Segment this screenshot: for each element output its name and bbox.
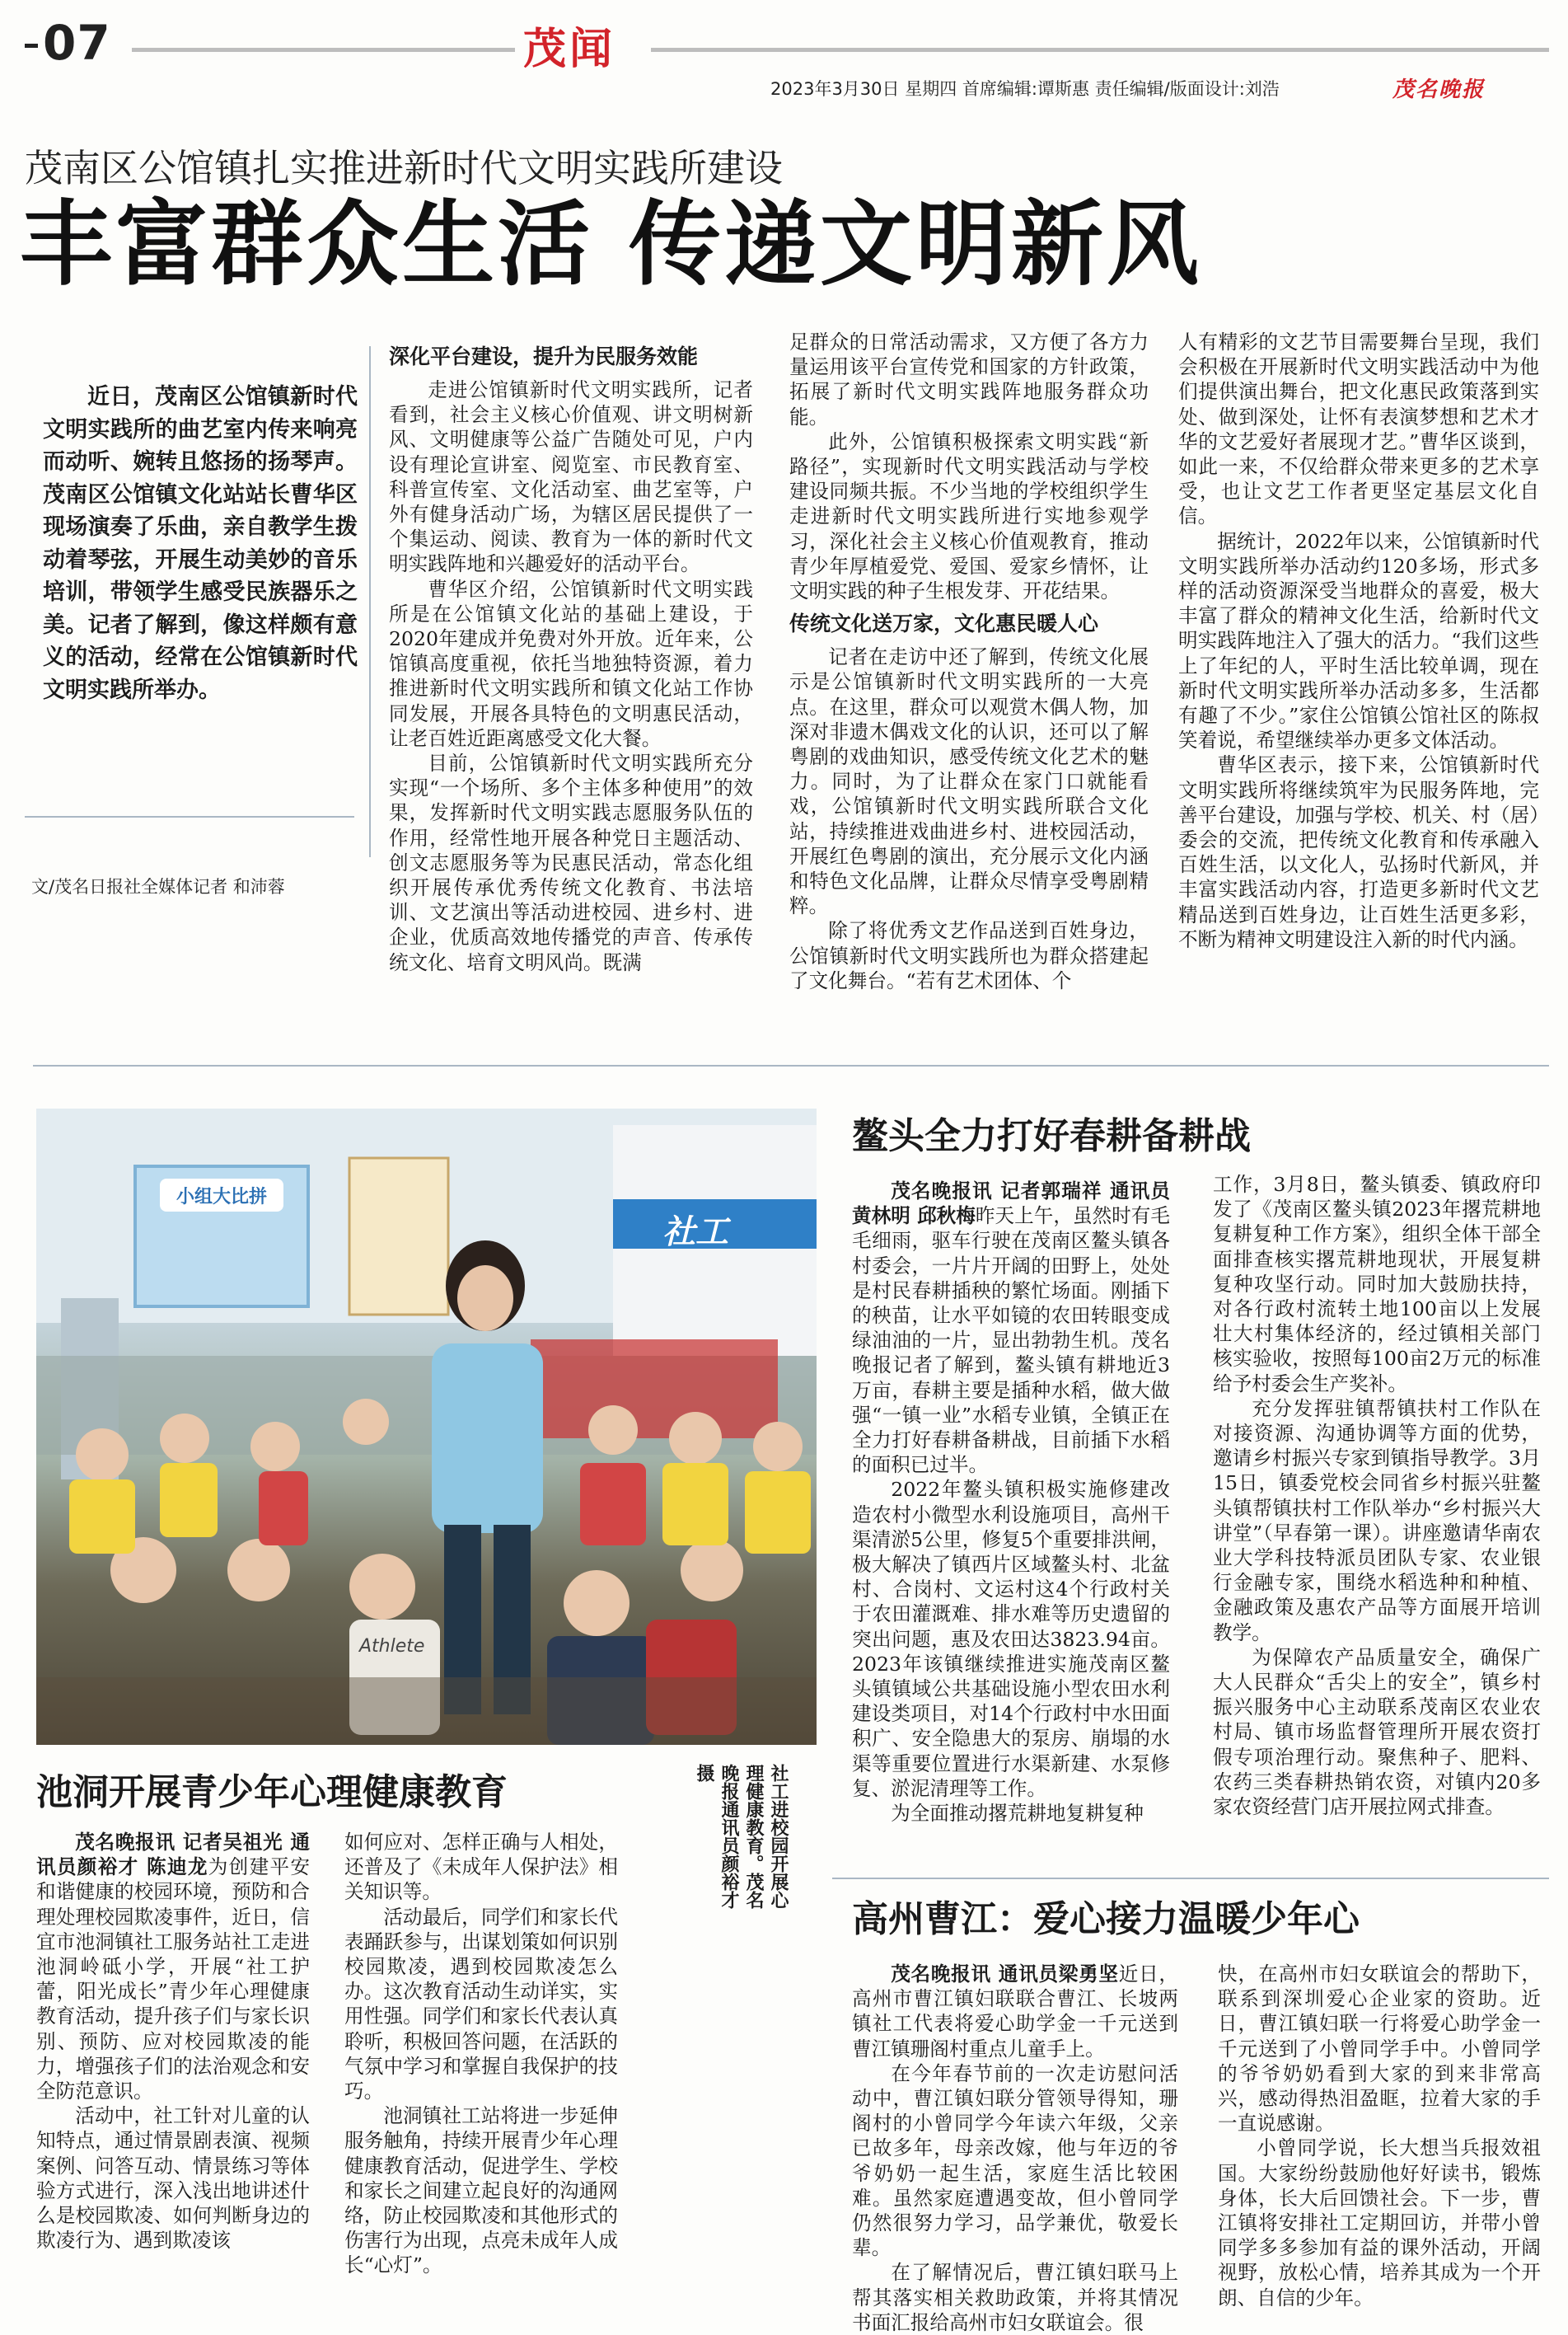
page-number: 07	[25, 15, 111, 71]
lead-kicker: 茂南区公馆镇扎实推进新时代文明实践所建设	[25, 146, 783, 190]
lead-vertical-rule	[369, 346, 371, 857]
article4-headline: 高州曹江：爱心接力温暖少年心	[852, 1898, 1360, 1940]
masthead-rule-right	[651, 48, 1549, 52]
lead-column-3: 人有精彩的文艺节目需要舞台呈现，我们会积极在开展新时代文明实践活动中为他们提供演出舞台，把文化惠民政策落到实处、做到深处，让怀有表演梦想和艺术才华的文艺爱好者展现才艺。”曹华区谈到，如此一来，不仅给群众带来更多的艺术享受，也让文艺工作者更坚定基层文化自信。 据统计，2022年以来，公馆镇新时代文明实践所举办活动约120多场，形式多样的活动资源深受当地群众的喜爱，极大丰富了群众的精神文化生活，给新时代文明实践阵地注入了强大的活力。“我们这些上了年纪的人，平时生活比较单调，现在新时代文明实践所举办活动多多，生活都有趣了不少。”家住公馆镇公馆社区的陈叔笑着说，希望继续举办更多文体活动。 曹华区表示，接下来，公馆镇新时代文明实践所将继续筑牢为民服务阵地，完善平台建设，加强与学校、机关、村（居）委会的交流，把传统文化教育和传承融入百姓生活，以文化人，弘扬时代新风，并丰富实践活动内容，打造更多新时代文艺精品送到百姓身边，让百姓生活更多彩，不断为精神文明建设注入新的时代内涵。	[1178, 331, 1539, 951]
article3-headline: 池洞开展青少年心理健康教育	[36, 1771, 508, 1813]
lead-intro: 近日，茂南区公馆镇新时代文明实践所的曲艺室内传来响亮而动听、婉转且悠扬的扬琴声。茂南区公馆镇文化站站长曹华区现场演奏了乐曲，亲自教学生拨动着琴弦，开展生动美妙的音乐培训，带领学生感受民族器乐之美。记者了解到，像这样颇有意义的活动，经常在公馆镇新时代文明实践所举办。	[43, 384, 358, 703]
photo-shirt-text: Athlete	[359, 1636, 425, 1657]
article4-column-1: 茂名晚报讯 通讯员梁勇坚近日，高州市曹江镇妇联联合曹江、长坡两镇社工代表将爱心助学金一千元送到曹江镇珊阁村重点儿童手上。 在今年春节前的一次走访慰问活动中，曹江镇妇联分管领导得知，珊阁村的小曾同学今年读六年级，父亲已故多年，母亲改嫁，他与年迈的爷爷奶奶一起生活，家庭生活比较困难。虽然家庭遭遇变故，但小曾同学仍然很努力学习，品学兼优，敬爱长辈。 在了解情况后，曹江镇妇联马上帮其落实相关救助政策，并将其情况书面汇报给高州市妇女联谊会。很	[852, 1962, 1178, 2334]
article2-column-1: 茂名晚报讯 记者郭瑞祥 通讯员黄林明 邱秋梅昨天上午，虽然时有毛毛细雨，驱车行驶在茂南区鳌头镇各村委会，一片片开阔的田野上，处处是村民春耕插秧的繁忙场面。刚插下的秧苗，让水平如镜的农田转眼变成绿油油的一片，显出勃勃生机。茂名晚报记者了解到，鳌头镇有耕地近3万亩，春耕主要是插种水稻，做大做强“一镇一业”水稻专业镇，全镇正在全力打好春耕备耕战，目前插下水稻的面积已过半。 2022年鳌头镇积极实施修建改造农村小微型水利设施项目，高州干渠清淤5公里，修复5个重要排洪闸，极大解决了镇西片区域鳌头村、北盆村、合岗村、文运村这4个行政村关于农田灌溉难、排水难等历史遗留的突出问题，惠及农田达3823.94亩。2023年该镇继续推进实施茂南区鳌头镇镇域公共基础设施小型农田水利建设类项目，对14个行政村中水田面积广、安全隐患大的泵房、崩塌的水渠等重要位置进行水渠新建、水泵修复、淤泥清理等工作。 为全面推动撂荒耕地复耕复种	[852, 1179, 1171, 1826]
article3-column-2: 如何应对、怎样正确与人相处，还普及了《未成年人保护法》相关知识等。 活动最后，同学们和家长代表踊跃参与，出谋划策如何识别校园欺凌，遇到校园欺凌怎么办。这次教育活动生动详实，实用性强。同学们和家长代表认真聆听，积极回答问题，在活跃的气氛中学习和掌握自我保护的技巧。 池洞镇社工站将进一步延伸服务触角，持续开展青少年心理健康教育活动，促进学生、学校和家长之间建立起良好的沟通网络，防止校园欺凌和其他形式的伤害行为出现，点亮未成年人成长“心灯”。	[344, 1831, 618, 2277]
intro-rule	[25, 816, 354, 818]
photo-board-text-2: 社工	[662, 1213, 728, 1251]
lead-headline: 丰富群众生活 传递文明新风	[20, 191, 1202, 298]
lead-column-1: 深化平台建设，提升为民服务效能 走进公馆镇新时代文明实践所，记者看到，社会主义核心价值观、讲文明树新风、文明健康等公益广告随处可见，户内设有理论宣讲室、阅览室、市民教育室、科普宣传室、文化活动室、曲艺室等，户外有健身活动广场，为辖区居民提供了一个集运动、阅读、教育为一体的新时代文明实践阵地和兴趣爱好的活动平台。 曹华区介绍，公馆镇新时代文明实践所是在公馆镇文化站的基础上建设，于2020年建成并免费对外开放。近年来，公馆镇高度重视，依托当地独特资源，着力推进新时代文明实践所和镇文化站工作协同发展，开展各具特色的文明惠民活动，让老百姓近距离感受文化大餐。 目前，公馆镇新时代文明实践所充分实现“一个场所、多个主体多种使用”的效果，发挥新时代文明实践志愿服务队伍的作用，经常性地开展各种党日主题活动、创文志愿服务等为民惠民活动，常态化组织开展传承优秀传统文化教育、书法培训、文艺演出等活动进校园、进乡村、进企业，优质高效地传播党的声音、传承传统文化、培育文明风尚。既满	[389, 340, 753, 975]
photo-board-text: 小组大比拼	[176, 1187, 268, 1207]
lead-byline: 文/茂名日报社全媒体记者 和沛蓉	[31, 877, 285, 897]
paper-logo: 茂名晚报	[1392, 77, 1486, 102]
article2-divider	[832, 1878, 1549, 1879]
section-divider	[33, 1065, 1549, 1067]
lead-column-2: 足群众的日常活动需求，又方便了各方力量运用该平台宣传党和国家的方针政策，拓展了新时代文明实践阵地服务群众功能。 此外，公馆镇积极探索文明实践“新路径”，实现新时代文明实践活动与学校建设同频共振。不少当地的学校组织学生走进新时代文明实践所进行实地参观学习，深化社会主义核心价值观教育，推动青少年厚植爱党、爱国、爱家乡情怀，让文明实践的种子生根发芽、开花结果。 传统文化送万家，文化惠民暖人心 记者在走访中还了解到，传统文化展示是公馆镇新时代文明实践所的一大亮点。在这里，群众可以观赏木偶人物，加深对非遗木偶戏文化的认识，还可以了解粤剧的戏曲知识，感受传统文化艺术的魅力。同时，为了让群众在家门口就能看戏，公馆镇新时代文明实践所联合文化站，持续推进戏曲进乡村、进校园活动，开展红色粤剧的演出，充分展示文化内涵和特色文化品牌，让群众尽情享受粤剧精粹。 除了将优秀文艺作品送到百姓身边，公馆镇新时代文明实践所也为群众搭建起了文化舞台。“若有艺术团体、个	[789, 331, 1149, 992]
masthead-rule-left	[132, 48, 515, 52]
news-photo	[36, 1109, 817, 1745]
article4-column-2: 快，在高州市妇女联谊会的帮助下，联系到深圳爱心企业家的资助。近日，曹江镇妇联一行将爱心助学金一千元送到了小曾同学手中。小曾同学的爷爷奶奶看到大家的到来非常高兴，感动得热泪盈眶，拉着大家的手一直说感谢。 小曾同学说，长大想当兵报效祖国。大家纷纷鼓励他好好读书，锻炼身体，长大后回馈社会。下一步，曹江镇将安排社工定期回访，并带小曾同学多多参加有益的课外活动，开阔视野，放松心情，培养其成为一个开朗、自信的少年。	[1218, 1962, 1541, 2309]
lead-subhead-1: 深化平台建设，提升为民服务效能	[389, 345, 699, 368]
lead-subhead-2: 传统文化送万家，文化惠民暖人心	[789, 612, 1099, 636]
masthead-info: 2023年3月30日 星期四 首席编辑:谭斯惠 责任编辑/版面设计:刘浩	[770, 79, 1280, 99]
section-title: 茂闻	[523, 24, 616, 74]
article2-headline: 鳌头全力打好春耕备耕战	[852, 1115, 1251, 1157]
article2-column-2: 工作，3月8日，鳌头镇委、镇政府印发了《茂南区鳌头镇2023年撂荒耕地复耕复种工作方案》，组织全体干部全面排查核实撂荒耕地现状，开展复耕复种攻坚行动。同时加大鼓励扶持，对各行政村流转土地100亩以上发展壮大村集体经济的，经过镇相关部门核实验收，按照每100亩2万元的标准给予村委会生产奖补。 充分发挥驻镇帮镇扶村工作队在对接资源、沟通协调等方面的优势，邀请乡村振兴专家到镇指导教学。3月15日，镇委党校会同省乡村振兴驻鳌头镇帮镇扶村工作队举办“乡村振兴大讲堂”（早春第一课）。讲座邀请华南农业大学科技特派员团队专家、农业银行金融专家，围绕水稻选种和种植、金融政策及惠农产品等方面展开培训教学。 为保障农产品质量安全，确保广大人民群众“舌尖上的安全”，镇乡村振兴服务中心主动联系茂南区农业农村局、镇市场监督管理所开展农资打假专项治理行动。聚焦种子、肥料、农药三类春耕热销农资，对镇内20多家农资经营门店开展拉网式排查。	[1213, 1173, 1541, 1819]
photo-caption: 社工进校园开展心理健康教育。茂名晚报通讯员颜裕才摄	[694, 1764, 789, 1909]
article3-column-1: 茂名晚报讯 记者吴祖光 通讯员颜裕才 陈迪龙为创建平安和谐健康的校园环境，预防和合理处理校园欺凌事件，近日，信宜市池洞镇社工服务站社工走进池洞岭砥小学，开展“社工护蕾，阳光成长”青少年心理健康教育活动，提升孩子们与家长识别、预防、应对校园欺凌的能力，增强孩子们的法治观念和安全防范意识。 活动中，社工针对儿童的认知特点，通过情景剧表演、视频案例、问答互动、情景练习等体验方式进行，深入浅出地讲述什么是校园欺凌、如何判断身边的欺凌行为、遇到欺凌该	[36, 1831, 310, 2253]
